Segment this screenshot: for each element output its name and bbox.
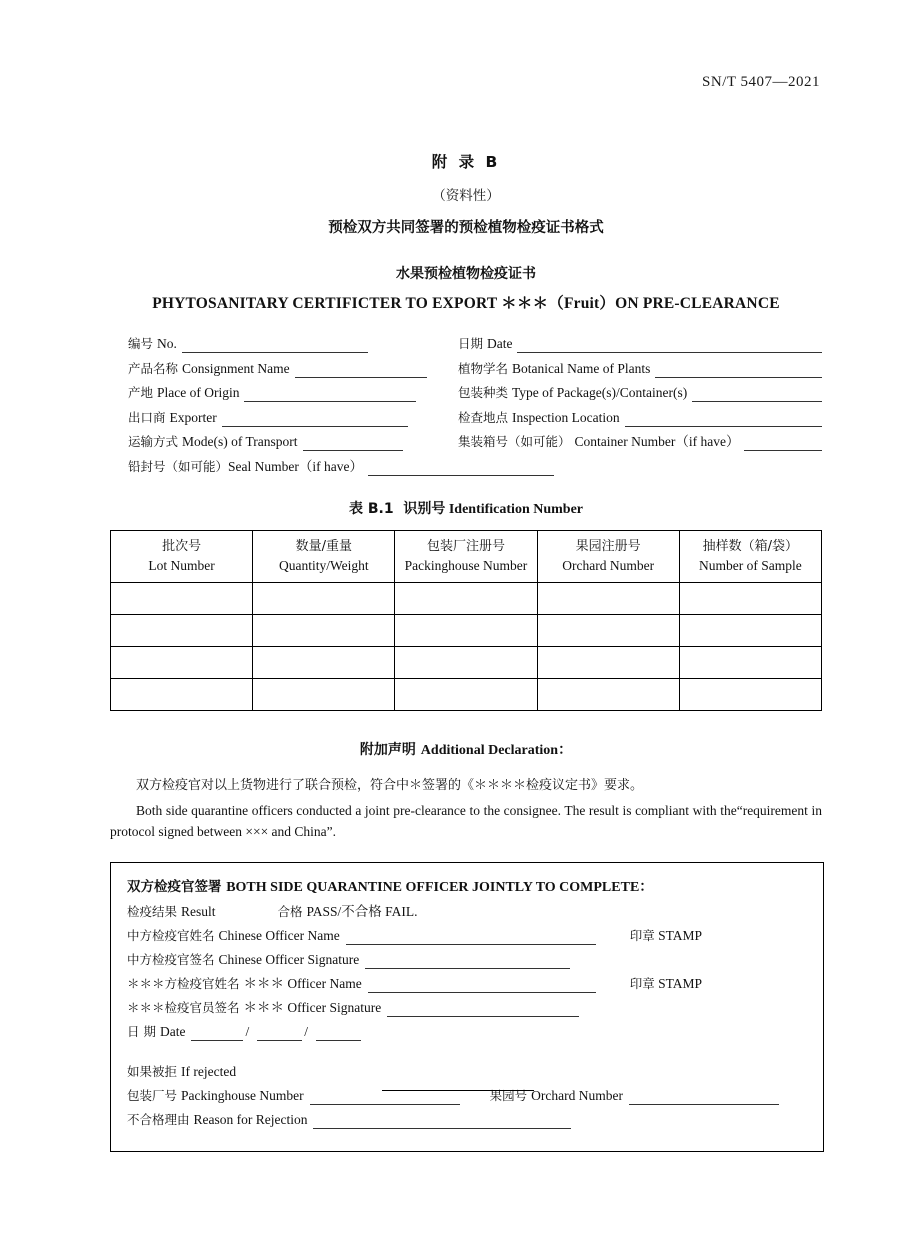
chinese-officer-signature-label: 中方检疫官签名 Chinese Officer Signature [127,951,360,967]
declaration-paragraph-cn: 双方检疫官对以上货物进行了联合预检，符合中＊签署的《＊＊＊＊检疫议定书》要求。 [136,777,644,793]
chinese-officer-signature-row [127,951,807,969]
table-cell[interactable] [253,582,395,614]
field-input-consignment-name[interactable] [295,364,427,378]
foreign-officer-signature-input[interactable] [387,1003,579,1017]
signature-box-heading: 双方检疫官签署 BOTH SIDE QUARANTINE OFFICER JOINTLY TO COMPLETE： [127,878,654,895]
field-botanical-name [458,360,822,378]
table-cell[interactable] [111,614,253,646]
chinese-officer-name-input[interactable] [346,931,596,945]
table-header-row [111,530,822,582]
document-content [110,150,822,1152]
form-row [128,458,822,476]
table-row [111,646,822,678]
table-cell[interactable] [253,614,395,646]
signature-date-row [127,1023,807,1041]
field-seal-number [128,458,554,476]
standard-number: SN/T 5407—2021 [702,74,820,90]
signature-date-day-input[interactable] [316,1027,361,1041]
form-row [128,433,822,451]
field-place-of-origin [128,384,458,402]
field-label: 出口商 Exporter [128,409,217,425]
foreign-officer-signature-label: ＊＊＊检疫官员签名 ＊＊＊ Officer Signature [127,999,382,1015]
field-input-botanical-name[interactable] [655,364,822,378]
field-package-type [458,384,822,402]
table-cell[interactable] [253,646,395,678]
field-label: 集装箱号（如可能） Container Number（if have） [458,434,740,449]
table-row [111,582,822,614]
table-cell[interactable] [537,614,679,646]
foreign-officer-name-row [127,975,807,993]
foreign-officer-name-input[interactable] [368,979,596,993]
rejection-reason-label: 不合格理由 Reason for Rejection [127,1111,308,1127]
table-cell[interactable] [395,582,537,614]
stamp-label-2: 印章 STAMP [629,975,703,991]
chinese-officer-signature-input[interactable] [365,955,570,969]
field-label: 产品名称 Consignment Name [128,360,290,376]
field-input-package-type[interactable] [692,388,822,402]
result-row [127,903,807,921]
field-date [458,335,822,353]
spacer [127,1047,807,1063]
page-bottom-rule [382,1090,534,1091]
field-input-container-number[interactable] [744,437,822,451]
form-row [128,384,822,402]
form-row [128,409,822,427]
field-input-transport-mode[interactable] [303,437,403,451]
field-input-seal-number[interactable] [368,462,554,476]
field-input-inspection-location[interactable] [625,413,822,427]
foreign-officer-name-label: ＊＊＊方检疫官姓名 ＊＊＊ Officer Name [127,975,362,991]
table-cell[interactable] [679,614,821,646]
form-row [128,360,822,378]
certificate-title-cn: 水果预检植物检疫证书 [396,266,536,282]
field-inspection-location [458,409,822,427]
field-label: 检查地点 Inspection Location [458,409,620,425]
table-row [111,678,822,710]
table-cell[interactable] [111,582,253,614]
table-cell[interactable] [679,646,821,678]
field-label: 运输方式 Mode(s) of Transport [128,434,298,449]
signature-box [110,862,824,1152]
field-input-no[interactable] [182,339,368,353]
form-fields [128,335,822,476]
field-label: 铅封号（如可能）Seal Number（if have） [128,458,363,474]
packinghouse-number-label: 包装厂号 Packinghouse Number [127,1087,304,1103]
table-cell[interactable] [395,614,537,646]
signature-date-month-input[interactable] [257,1027,302,1041]
field-label: 日期 Date [458,336,513,351]
field-label: 植物学名 Botanical Name of Plants [458,360,651,376]
orchard-number-input[interactable] [629,1091,779,1105]
table-cell[interactable] [111,646,253,678]
field-input-exporter[interactable] [222,413,408,427]
field-container-number [458,433,822,451]
table-caption: 表 B.1 识别号 Identification Number [348,500,584,517]
table-column-quantity-weight: 数量/重量 Quantity/Weight [253,530,395,582]
additional-declaration-heading: 附加声明 Additional Declaration： [359,741,573,758]
annex-title: 附 录 B [431,153,501,171]
identification-number-table [110,530,822,711]
stamp-label-1: 印章 STAMP [629,927,703,943]
date-separator: / [304,1023,308,1039]
table-column-packinghouse-number: 包装厂注册号 Packinghouse Number [395,530,537,582]
table-column-lot-number: 批次号 Lot Number [111,530,253,582]
table-cell[interactable] [537,582,679,614]
table-cell[interactable] [679,582,821,614]
field-no [128,335,458,353]
orchard-number-label: 果园号 Orchard Number [489,1087,623,1103]
date-separator: / [245,1023,250,1039]
field-label: 产地 Place of Origin [128,385,240,400]
annex-description: 预检双方共同签署的预检植物检疫证书格式 [328,220,604,236]
table-cell[interactable] [253,678,395,710]
table-cell[interactable] [537,646,679,678]
rejection-reason-input[interactable] [313,1115,571,1129]
field-input-date[interactable] [517,339,822,353]
result-value: 合格 PASS/不合格 FAIL. [277,903,418,919]
chinese-officer-name-label: 中方检疫官姓名 Chinese Officer Name [127,927,340,943]
table-cell[interactable] [111,678,253,710]
rejected-row [127,1063,807,1081]
field-exporter [128,409,458,427]
certificate-title-en: PHYTOSANITARY CERTIFICTER TO EXPORT ＊＊＊（Fruit）ON PRE-CLEARANCE [152,295,780,312]
declaration-paragraph-en: Both side quarantine officers conducted a joint pre-clearance to the consignee. The result is compliant with the“requirement in protocol signed between ××× and China”. [110,802,822,839]
packinghouse-number-input[interactable] [310,1091,460,1105]
result-label: 检疫结果 Result [127,903,216,919]
chinese-officer-name-row [127,927,807,945]
table-cell[interactable] [395,678,537,710]
table-column-orchard-number: 果园注册号 Orchard Number [537,530,679,582]
signature-date-label: 日 期 Date [127,1023,186,1039]
table-cell[interactable] [537,678,679,710]
table-cell[interactable] [679,678,821,710]
table-cell[interactable] [395,646,537,678]
table-row [111,614,822,646]
annex-subtitle: （资料性） [432,188,500,204]
table-column-number-of-sample: 抽样数（箱/袋） Number of Sample [679,530,821,582]
foreign-officer-signature-row [127,999,807,1017]
field-transport-mode [128,433,458,451]
field-label: 编号 No. [128,336,177,351]
field-input-place-of-origin[interactable] [244,388,416,402]
rejected-label: 如果被拒 If rejected [127,1063,237,1079]
field-label: 包装种类 Type of Package(s)/Container(s) [458,385,688,400]
form-row [128,335,822,353]
signature-date-year-input[interactable] [191,1027,243,1041]
rejection-reason-row [127,1111,807,1129]
table-body [111,582,822,710]
field-consignment-name [128,360,458,378]
